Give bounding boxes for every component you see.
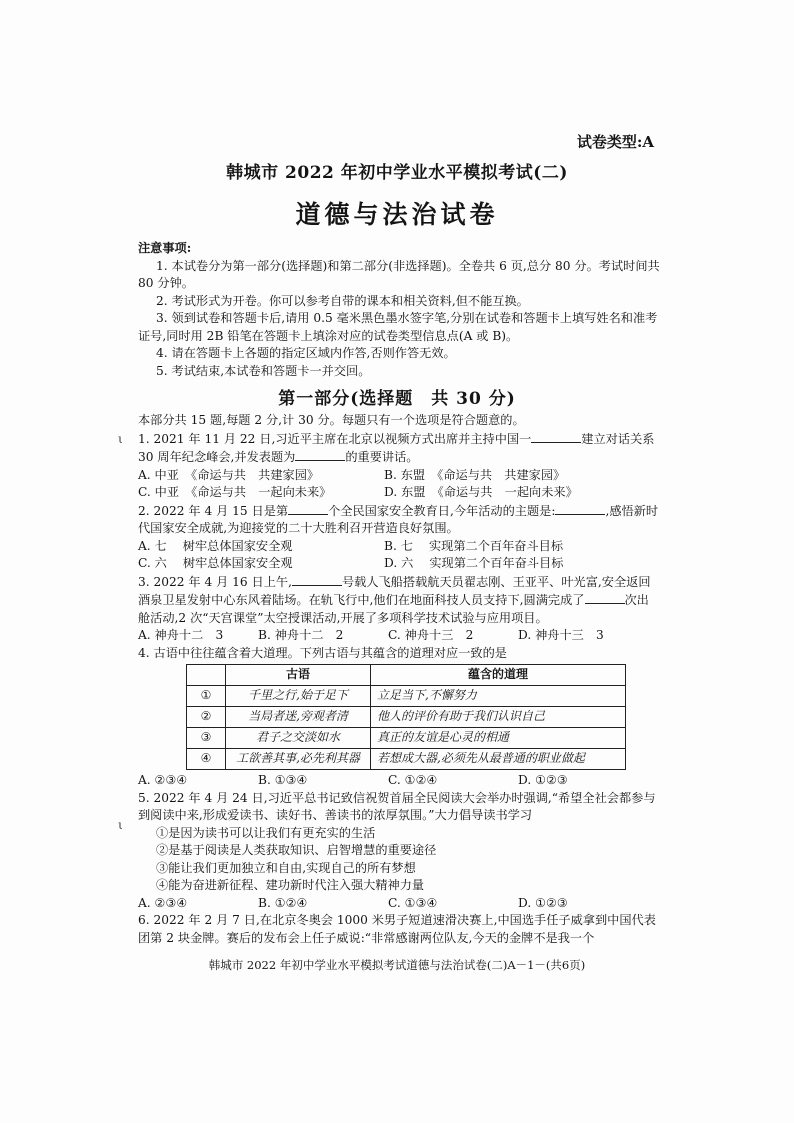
- q3-options: [138, 627, 660, 645]
- option-b: B. 七 实现第二个百年奋斗目标: [384, 538, 564, 553]
- option-b: B. 神舟十二 2: [258, 628, 344, 642]
- answer-blank: [295, 448, 345, 461]
- option-d: D. 六 实现第二个百年奋斗目标: [384, 556, 564, 570]
- option-b: B. 东盟 《命运与共 共建家园》: [384, 467, 566, 482]
- option-a: A. 神舟十二 3: [138, 628, 224, 642]
- table-header-truth: 蕴含的道理: [371, 665, 626, 686]
- statement-item: ④能为奋进新征程、建功新时代注入强大精神力量: [156, 878, 425, 892]
- row-number: ④: [187, 749, 226, 770]
- q6-text: 6. 2022 年 2 月 7 日,在北京冬奥会 1000 米男子短道速滑决赛上,中国选手任子威拿到中国代表团第 2 块金牌。赛后的发布会上任子威说:“非常感谢两位队友,今天的金牌不是我一个: [138, 913, 656, 945]
- statement-item: ①是因为读书可以让我们有更充实的生活: [156, 825, 376, 840]
- notes-section: [138, 240, 660, 380]
- part1-intro: 本部分共 15 题,每题 2 分,计 30 分。每题只有一个选项是符合题意的。: [138, 413, 525, 427]
- row-truth: 他人的评价有助于我们认识自己: [371, 707, 626, 728]
- question-6: [138, 912, 660, 947]
- option-d: D. ①②③: [518, 895, 568, 910]
- row-number: ②: [187, 707, 226, 728]
- note-item: 5. 考试结束,本试卷和答题卡一并交回。: [156, 363, 371, 378]
- page-footer: 韩城市 2022 年初中学业水平模拟考试道德与法治试卷(二)A－1－(共6页): [208, 958, 586, 972]
- notes-heading: 注意事项:: [138, 241, 192, 255]
- q1-text-c: 的重要讲话。: [345, 450, 419, 464]
- table-header-row: [187, 665, 626, 686]
- option-d: D. ①②③: [518, 773, 568, 787]
- q5-text: 5. 2022 年 4 月 24 日,习近平总书记致信祝贺首届全民阅读大会举办时强调,“希望全社会都参与到阅读中来,形成爱读书、读好书、善读书的浓厚氛围。”大力倡导读书学习: [138, 790, 656, 822]
- q4-text: 4. 古语中往往蕴含着大道理。下列古语与其蕴含的道理对应一致的是: [138, 645, 507, 660]
- paper-type-label: 试卷类型:A: [576, 133, 654, 151]
- answer-blank: [531, 430, 581, 443]
- table-header-num: [187, 665, 226, 686]
- statement-item: ②是基于阅读是人类获取知识、启智增慧的重要途径: [156, 843, 437, 857]
- question-4: [138, 645, 660, 790]
- row-proverb: 工欲善其事,必先利其器: [226, 749, 371, 770]
- q1-options: [138, 467, 660, 502]
- table-header-proverb: 古语: [226, 665, 371, 686]
- exam-title: 韩城市 2022 年初中学业水平模拟考试(二): [226, 163, 568, 183]
- option-d: D. 东盟 《命运与共 一起向未来》: [384, 485, 578, 499]
- option-c: C. 中亚 《命运与共 一起向未来》: [138, 485, 332, 499]
- q5-options: [138, 895, 660, 913]
- option-d: D. 神舟十三 3: [518, 628, 604, 642]
- q3-text-c: 次出舱活动,2 次“天宫课堂”太空授课活动,开展了多项科学技术试验与应用项目。: [138, 593, 649, 625]
- question-3: [138, 573, 660, 645]
- q2-options: [138, 538, 660, 573]
- q4-options: [138, 772, 660, 790]
- table-row: [187, 707, 626, 728]
- answer-blank: [585, 591, 625, 604]
- answer-blank: [292, 573, 342, 586]
- proverb-table: [186, 664, 626, 770]
- part1-title: 第一部分(选择题 共 30 分): [278, 389, 516, 409]
- option-c: C. ①③④: [388, 895, 438, 910]
- q2-text-a: 2. 2022 年 4 月 15 日是第: [138, 503, 289, 518]
- option-a: A. ②③④: [138, 895, 188, 910]
- question-5: [138, 790, 660, 913]
- q2-text-b: 个全民国家安全教育日,今年活动的主题是:: [328, 503, 556, 518]
- row-truth: 立足当下,不懈努力: [371, 686, 626, 707]
- answer-blank: [555, 502, 605, 515]
- option-c: C. 神舟十三 2: [388, 628, 474, 642]
- option-a: A. ②③④: [138, 773, 188, 787]
- row-truth: 若想成大器,必须先从最普通的职业做起: [371, 749, 626, 770]
- row-proverb: 千里之行,始于足下: [226, 686, 371, 707]
- q3-text-b: 号载人飞船搭载航天员翟志刚、王亚平、叶光富,安全返回酒泉卫星发射中心东风着陆场。在轨飞行中,他们在地面科技人员支持下,圆满完成了: [138, 574, 651, 607]
- row-truth: 真正的友谊是心灵的相通: [371, 728, 626, 749]
- note-item: 3. 领到试卷和答题卡后,请用 0.5 毫米黑色墨水签字笔,分别在试卷和答题卡上填写姓名和准考证号,同时用 2B 铅笔在答题卡上填涂对应的试卷类型信息点(A 或 B)。: [138, 311, 658, 343]
- questions-section: [138, 412, 660, 947]
- row-proverb: 君子之交淡如水: [226, 728, 371, 749]
- note-item: 1. 本试卷分为第一部分(选择题)和第二部分(非选择题)。全卷共 6 页,总分 80 分。考试时间共 80 分钟。: [138, 258, 660, 290]
- note-item: 2. 考试形式为开卷。你可以参考自带的课本和相关资料,但不能互换。: [156, 293, 529, 308]
- question-2: [138, 502, 660, 573]
- margin-mark: ι: [118, 432, 123, 446]
- row-number: ③: [187, 728, 226, 749]
- statement-item: ③能让我们更加独立和自由,实现自己的所有梦想: [156, 860, 416, 875]
- option-a: A. 中亚 《命运与共 共建家园》: [138, 467, 320, 482]
- option-c: C. ①②④: [388, 773, 438, 787]
- option-b: B. ①③④: [258, 773, 308, 787]
- table-row: [187, 749, 626, 770]
- option-c: C. 六 树牢总体国家安全观: [138, 556, 293, 570]
- option-a: A. 七 树牢总体国家安全观: [138, 538, 293, 553]
- margin-mark: ι: [118, 818, 123, 832]
- table-row: [187, 728, 626, 749]
- subject-title: 道德与法治试卷: [295, 200, 499, 229]
- q2-text-c: ,感悟新时代国家安全成就,为迎接党的二十大胜利召开营造良好氛围。: [138, 503, 659, 535]
- note-item: 4. 请在答题卡上各题的指定区域内作答,否则作答无效。: [156, 346, 456, 360]
- q1-text-b: 建立对话关系 30 周年纪念峰会,并发表题为: [138, 431, 655, 464]
- option-b: B. ①②④: [258, 895, 308, 910]
- row-proverb: 当局者迷,旁观者清: [226, 707, 371, 728]
- q3-text-a: 3. 2022 年 4 月 16 日上午,: [138, 574, 292, 589]
- answer-blank: [288, 502, 328, 515]
- table-row: [187, 686, 626, 707]
- q1-text-a: 1. 2021 年 11 月 22 日,习近平主席在北京以视频方式出席并主持中国一: [138, 431, 532, 446]
- question-1: [138, 430, 660, 502]
- row-number: ①: [187, 686, 226, 707]
